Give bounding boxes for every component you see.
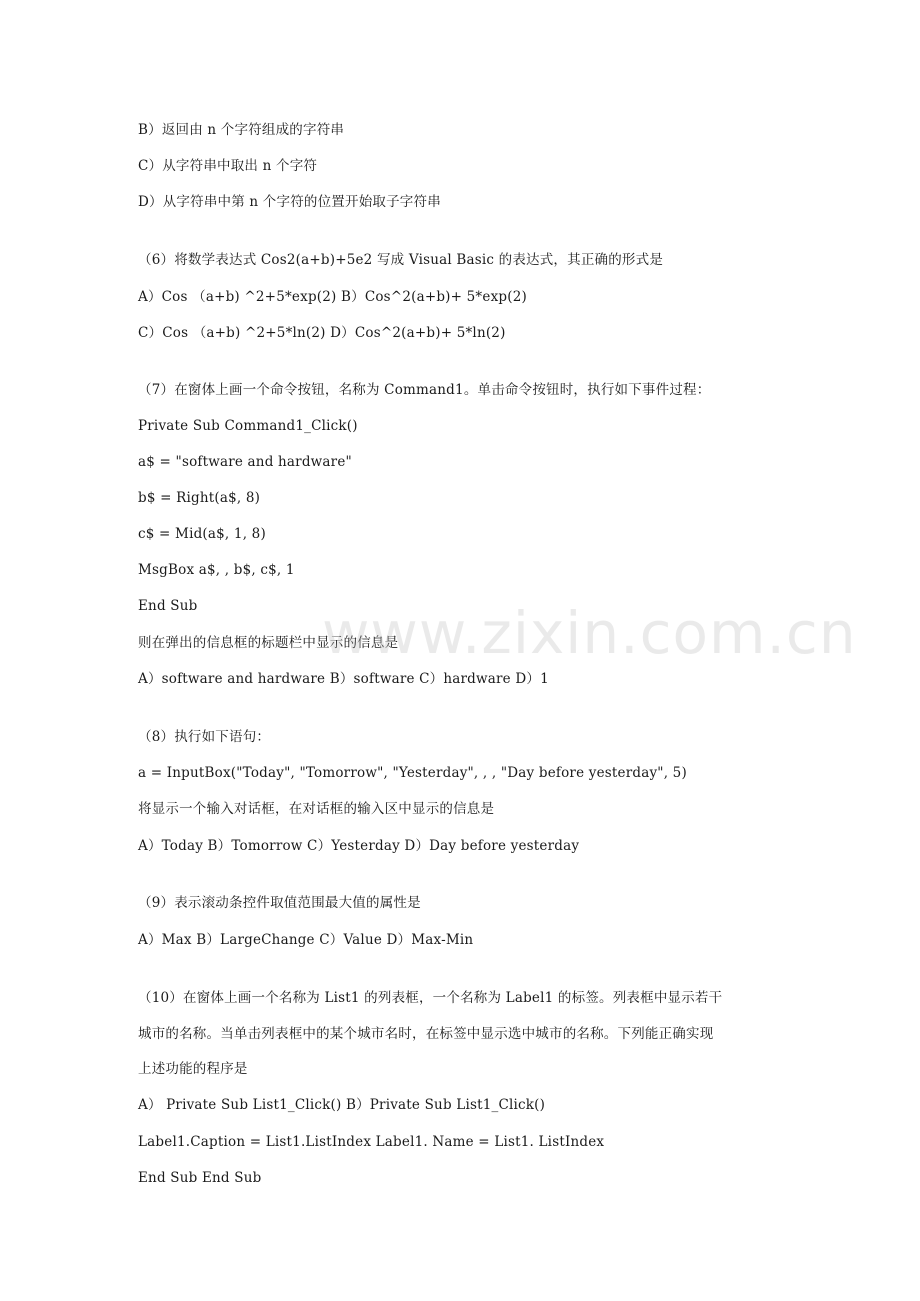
- question-6-options-ab: A）Cos （a+b) ^2+5*exp(2) B）Cos^2(a+b)+ 5*exp(2): [138, 289, 527, 305]
- option-b-text: B）返回由 n 个字符组成的字符串: [138, 122, 345, 138]
- code-line: c$ = Mid(a$, 1, 8): [138, 526, 266, 542]
- question-9-options: A）Max B）LargeChange C）Value D）Max-Min: [138, 932, 474, 948]
- question-6-stem: （6）将数学表达式 Cos2(a+b)+5e2 写成 Visual Basic 的表达式，其正确的形式是: [138, 252, 664, 268]
- watermark: www.zixin.com.cn: [322, 599, 857, 667]
- code-line: a$ = "software and hardware": [138, 454, 352, 470]
- code-line: Private Sub Command1_Click(): [138, 418, 358, 434]
- option-d-text: D）从字符串中第 n 个字符的位置开始取子字符串: [138, 194, 441, 210]
- question-7-stem: （7）在窗体上画一个命令按钮，名称为 Command1。单击命令按钮时，执行如下事件过程：: [138, 382, 711, 398]
- question-7-options: A）software and hardware B）software C）hardware D）1: [138, 671, 549, 687]
- question-9-stem: （9）表示滚动条控件取值范围最大值的属性是: [138, 895, 421, 911]
- question-10-code-line: End Sub End Sub: [138, 1170, 262, 1186]
- question-10-stem-line3: 上述功能的程序是: [138, 1061, 248, 1077]
- question-10-stem-line1: （10）在窗体上画一个名称为 List1 的列表框，一个名称为 Label1 的标签。列表框中显示若干: [138, 990, 723, 1006]
- question-8-stem: （8）执行如下语句：: [138, 729, 271, 745]
- option-c-text: C）从字符串中取出 n 个字符: [138, 158, 318, 174]
- question-8-prompt: 将显示一个输入对话框，在对话框的输入区中显示的信息是: [138, 801, 495, 817]
- question-8-options: A）Today B）Tomorrow C）Yesterday D）Day before yesterday: [138, 838, 580, 854]
- question-6-options-cd: C）Cos （a+b) ^2+5*ln(2) D）Cos^2(a+b)+ 5*ln(2): [138, 325, 506, 341]
- question-10-stem-line2: 城市的名称。当单击列表框中的某个城市名时，在标签中显示选中城市的名称。下列能正确实现: [138, 1026, 714, 1042]
- question-10-code-line: A） Private Sub List1_Click() B）Private Sub List1_Click(): [138, 1097, 546, 1113]
- code-line: a = InputBox("Today", "Tomorrow", "Yesterday", , , "Day before yesterday", 5): [138, 765, 687, 781]
- code-line: b$ = Right(a$, 8): [138, 490, 261, 506]
- code-line: End Sub: [138, 598, 198, 614]
- question-10-code-line: Label1.Caption = List1.ListIndex Label1. Name = List1. ListIndex: [138, 1134, 605, 1150]
- code-line: MsgBox a$, , b$, c$, 1: [138, 562, 295, 578]
- question-7-prompt: 则在弹出的信息框的标题栏中显示的信息是: [138, 635, 399, 651]
